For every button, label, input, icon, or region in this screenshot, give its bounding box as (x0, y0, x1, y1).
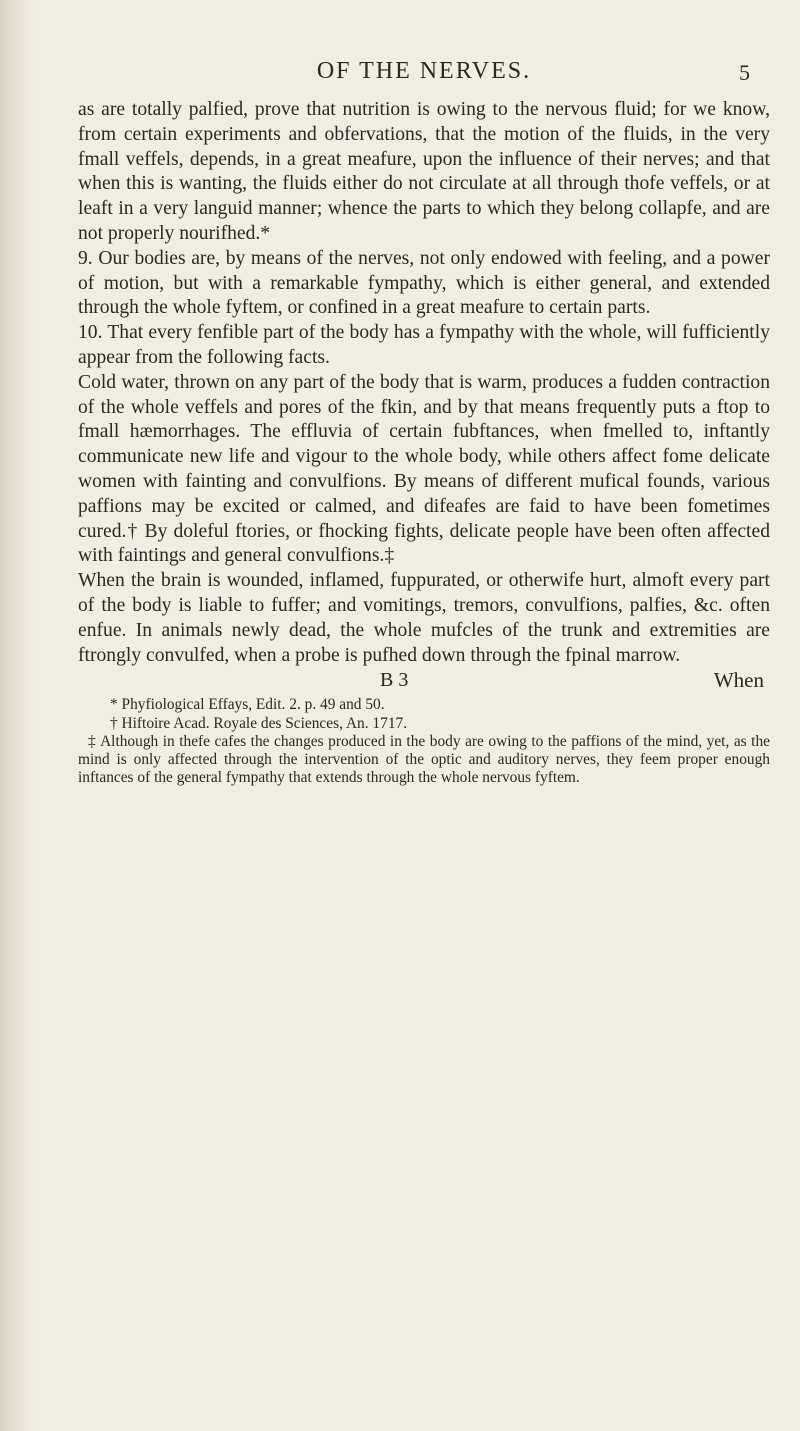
paragraph-nutrition: as are totally palfied, prove that nutrition is owing to the nervous fluid; for we know, from certain experiments and obfervations, that the motion of the fluids, in the very fmall veffels, depends, in a great meafure, upon the influence of their nerves; and that when this is wanting, the fluids either do not circulate at all through thofe veffels, or at leaft in a very languid manner; whence the parts to which they belong collapfe, and are not properly nourifhed.* (78, 99, 770, 244)
catchword: When (713, 668, 764, 693)
footnotes (78, 696, 770, 787)
catch-line (78, 668, 770, 694)
footnote-dagger: † Hiftoire Acad. Royale des Sciences, An. 1717. (110, 714, 408, 732)
page-header (78, 58, 770, 90)
signature-mark: B 3 (380, 669, 409, 692)
paragraph-cold-water: Cold water, thrown on any part of the body that is warm, produces a fudden contraction of the whole veffels and pores of the fkin, and by that means frequently puts a ftop to fmall hæmorrhages. The effluvia of certain fubftances, when fmelled to, inftantly communicate new life and vigour to the whole body, while others affect fome delicate women with fainting and convulfions. By means of different mufical founds, various paffions may be excited or calmed, and difeafes are faid to have been fometimes cured.† By doleful ftories, or fhocking fights, delicate people have been often affected with faintings and general convulfions.‡ (78, 371, 770, 567)
footnote-star: * Phyfiological Effays, Edit. 2. p. 49 and 50. (110, 696, 385, 714)
paragraph-10-sensible-part: 10. That every fenfible part of the body has a fympathy with the whole, will fufficiently appear from the following facts. (78, 322, 770, 368)
paragraph-9-sympathy: 9. Our bodies are, by means of the nerves, not only endowed with feeling, and a power of motion, but with a remarkable fympathy, which is either general, and extended through the whole fyftem, or confined in a great meafure to certain parts. (78, 247, 770, 319)
page-gutter-shadow (0, 0, 34, 1431)
body-text (78, 98, 770, 787)
footnote-double-dagger: ‡ Although in thefe cafes the changes produced in the body are owing to the paffions of the mind, yet, as the mind is only affected through the intervention of the optic and auditory nerves, they feem proper enough inftances of the general fympathy that extends through the whole nervous fyftem. (78, 732, 770, 787)
paragraph-brain-wounded: When the brain is wounded, inflamed, fuppurated, or otherwife hurt, almoft every part of the body is liable to fuffer; and vomitings, tremors, convulfions, palfies, &c. often enfue. In animals newly dead, the whole mufcles of the trunk and extremities are ftrongly convulfed, when a probe is pufhed down through the fpinal marrow. (78, 570, 770, 666)
page-number: 5 (739, 60, 750, 85)
running-title: OF THE NERVES. (316, 58, 532, 84)
